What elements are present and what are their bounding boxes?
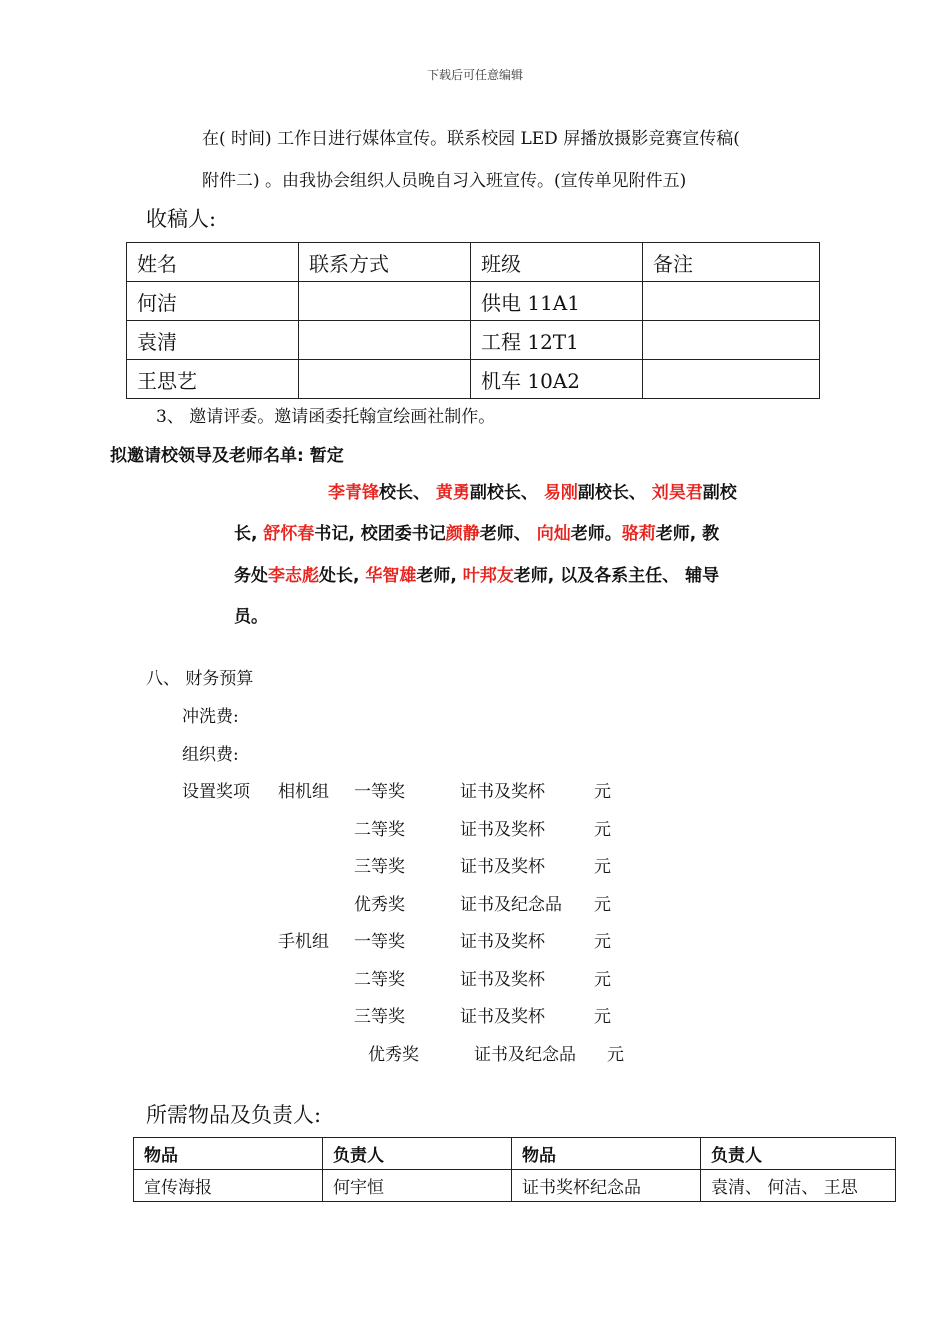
award-name: 三等奖 xyxy=(354,1007,405,1027)
leader-name: 黄勇 xyxy=(435,483,470,503)
invite-line-1 xyxy=(328,478,737,503)
table-cell: 何洁 xyxy=(127,282,299,321)
award-prize: 证书及纪念品 xyxy=(474,1045,576,1065)
invite-line-2 xyxy=(234,519,719,544)
awards-label: 设置奖项 xyxy=(182,782,250,802)
award-name: 二等奖 xyxy=(354,820,405,840)
table-header-row xyxy=(127,243,820,282)
header-cell: 备注 xyxy=(643,243,820,282)
leader-name: 骆莉 xyxy=(621,524,656,544)
award-name: 三等奖 xyxy=(354,857,405,877)
award-prize: 证书及奖杯 xyxy=(460,820,545,840)
leader-title: 老师, 教 xyxy=(655,524,720,544)
leader-name: 李志彪 xyxy=(268,566,319,586)
org-fee: 组织费: xyxy=(182,745,239,765)
table-cell: 供电 11A1 xyxy=(471,282,643,321)
header-cell: 班级 xyxy=(471,243,643,282)
award-prize: 证书及奖杯 xyxy=(460,857,545,877)
leader-title: 老师, xyxy=(416,566,463,586)
table-row xyxy=(127,282,820,321)
leader-title: 副校长、 xyxy=(577,483,652,503)
table-row xyxy=(127,360,820,399)
leader-title: 校长、 xyxy=(379,483,436,503)
wash-fee: 冲洗费: xyxy=(182,707,239,727)
leader-name: 易刚 xyxy=(543,483,578,503)
table-header-row xyxy=(134,1138,896,1170)
leader-title: 老师。 xyxy=(570,524,622,544)
award-prize: 证书及奖杯 xyxy=(460,932,545,952)
leader-title: 老师, 以及各系主任、 辅导 xyxy=(513,566,720,586)
table-cell: 证书奖杯纪念品 xyxy=(512,1170,701,1202)
award-unit: 元 xyxy=(594,895,611,915)
table-row xyxy=(127,321,820,360)
award-prize: 证书及纪念品 xyxy=(460,895,562,915)
intro-line-1: 在( 时间) 工作日进行媒体宣传。联系校园 LED 屏播放摄影竞赛宣传稿( xyxy=(202,129,740,149)
leader-name: 颜静 xyxy=(445,524,480,544)
award-name: 一等奖 xyxy=(354,932,405,952)
leader-name: 向灿 xyxy=(536,524,571,544)
header-cell: 姓名 xyxy=(127,243,299,282)
items-title: 所需物品及负责人: xyxy=(146,1103,322,1127)
leader-name: 舒怀春 xyxy=(263,524,315,544)
receivers-table xyxy=(126,242,820,399)
table-cell: 何宇恒 xyxy=(323,1170,512,1202)
table-cell xyxy=(299,321,471,360)
intro-line-2: 附件二) 。由我协会组织人员晚自习入班宣传。(宣传单见附件五) xyxy=(202,171,687,191)
leader-title: 长, xyxy=(234,524,264,544)
table-cell: 机车 10A2 xyxy=(471,360,643,399)
leader-title: 处长, xyxy=(319,566,366,586)
table-row xyxy=(134,1170,896,1202)
award-unit: 元 xyxy=(594,932,611,952)
leader-title: 员。 xyxy=(234,607,268,627)
table-cell: 王思艺 xyxy=(127,360,299,399)
award-name: 一等奖 xyxy=(354,782,405,802)
header-cell: 物品 xyxy=(512,1138,701,1170)
leader-name: 李青锋 xyxy=(328,483,379,503)
award-unit: 元 xyxy=(594,1007,611,1027)
phone-group-label: 手机组 xyxy=(278,932,329,952)
table-cell xyxy=(299,360,471,399)
table-cell: 宣传海报 xyxy=(134,1170,323,1202)
judges-line: 3、 邀请评委。邀请函委托翰宣绘画社制作。 xyxy=(156,407,496,427)
award-unit: 元 xyxy=(594,820,611,840)
award-row xyxy=(354,777,405,802)
leader-title: 老师、 xyxy=(479,524,537,544)
invite-line-4 xyxy=(234,602,268,627)
invite-line-3 xyxy=(234,561,719,586)
header-cell: 物品 xyxy=(134,1138,323,1170)
award-prize: 证书及奖杯 xyxy=(460,1007,545,1027)
leader-title: 书记, 校团委书记 xyxy=(314,524,446,544)
invite-title: 拟邀请校领导及老师名单: 暂定 xyxy=(110,446,344,466)
award-unit: 元 xyxy=(594,782,611,802)
table-cell xyxy=(643,360,820,399)
camera-group-label: 相机组 xyxy=(278,782,329,802)
table-cell xyxy=(643,321,820,360)
award-unit: 元 xyxy=(607,1045,624,1065)
table-cell xyxy=(299,282,471,321)
table-cell: 工程 12T1 xyxy=(471,321,643,360)
leader-name: 刘昊君 xyxy=(651,483,703,503)
award-name: 二等奖 xyxy=(354,970,405,990)
award-name: 优秀奖 xyxy=(354,895,405,915)
leader-name: 华智雄 xyxy=(365,566,417,586)
award-unit: 元 xyxy=(594,970,611,990)
award-prize: 证书及奖杯 xyxy=(460,970,545,990)
award-unit: 元 xyxy=(594,857,611,877)
leader-title: 务处 xyxy=(234,566,268,586)
receivers-title: 收稿人: xyxy=(146,207,217,231)
leader-name: 叶邦友 xyxy=(462,566,514,586)
table-cell: 袁清、 何洁、 王思 xyxy=(701,1170,896,1202)
leader-title: 副校长、 xyxy=(469,483,544,503)
award-prize: 证书及奖杯 xyxy=(460,782,545,802)
table-cell: 袁清 xyxy=(127,321,299,360)
award-name: 优秀奖 xyxy=(368,1045,419,1065)
header-cell: 负责人 xyxy=(701,1138,896,1170)
table-cell xyxy=(643,282,820,321)
budget-title: 八、 财务预算 xyxy=(146,669,254,689)
items-table xyxy=(133,1137,896,1202)
header-cell: 联系方式 xyxy=(299,243,471,282)
page-header: 下载后可任意编辑 xyxy=(426,68,523,82)
leader-title: 副校 xyxy=(702,483,737,503)
header-cell: 负责人 xyxy=(323,1138,512,1170)
